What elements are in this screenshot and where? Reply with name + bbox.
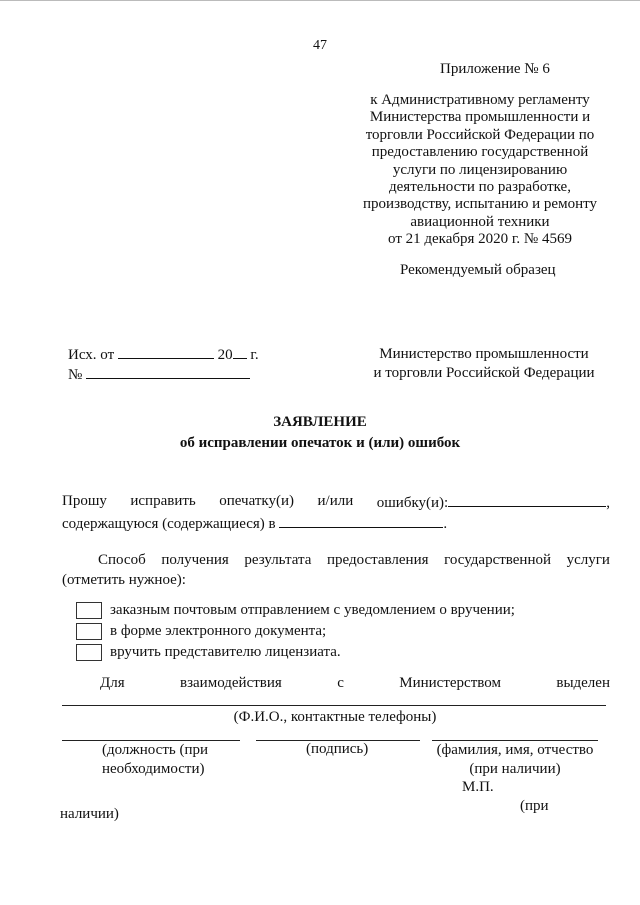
stamp-note-end: наличии) bbox=[60, 806, 119, 822]
outgoing-date-prefix: Исх. от bbox=[68, 347, 115, 363]
annex-title: Приложение № 6 bbox=[440, 61, 550, 77]
method-word: результата bbox=[244, 552, 312, 568]
date-blank[interactable] bbox=[118, 345, 214, 359]
addressee-line: Министерство промышленности bbox=[379, 346, 589, 362]
document-title: ЗАЯВЛЕНИЕ bbox=[273, 414, 367, 430]
option-checkbox[interactable] bbox=[76, 644, 102, 661]
method-word: предоставления bbox=[326, 552, 429, 568]
number-blank[interactable] bbox=[86, 365, 250, 379]
document-subtitle: об исправлении опечаток и (или) ошибок bbox=[179, 435, 461, 451]
name-label bbox=[432, 741, 598, 779]
number-prefix: № bbox=[68, 367, 83, 383]
request-comma: , bbox=[606, 495, 610, 511]
request-word: Прошу bbox=[62, 493, 107, 509]
document-blank[interactable] bbox=[279, 514, 443, 528]
page-number: 47 bbox=[313, 38, 327, 53]
regulation-line: Министерства промышленности и bbox=[369, 109, 591, 126]
fio-label: (Ф.И.О., контактные телефоны) bbox=[233, 709, 437, 725]
name-label-line: (фамилия, имя, отчество bbox=[436, 742, 594, 758]
position-label bbox=[102, 741, 208, 779]
year-suffix: г. bbox=[250, 347, 259, 363]
regulation-line: от 21 декабря 2020 г. № 4569 bbox=[388, 231, 572, 248]
outgoing-date bbox=[68, 345, 259, 364]
sample-label: Рекомендуемый образец bbox=[400, 262, 556, 278]
request-doc-label: содержащуюся (содержащиеся) в bbox=[62, 516, 276, 532]
regulation-reference bbox=[352, 92, 608, 249]
interaction-word: с bbox=[337, 675, 344, 691]
request-word: и/или bbox=[317, 493, 354, 509]
position-label-line: (должность (при bbox=[102, 742, 209, 758]
option-checkbox[interactable] bbox=[76, 602, 102, 619]
request-line bbox=[62, 493, 610, 512]
request-error-field bbox=[377, 493, 610, 512]
interaction-word: Министерством bbox=[399, 675, 501, 691]
signature-label: (подпись) bbox=[306, 741, 369, 757]
page-edge bbox=[0, 0, 640, 1]
option-checkbox[interactable] bbox=[76, 623, 102, 640]
interaction-line bbox=[100, 675, 610, 692]
regulation-line: деятельности по разработке, bbox=[389, 179, 571, 196]
regulation-line: услуги по лицензированию bbox=[392, 161, 568, 178]
method-note: (отметить нужное): bbox=[62, 572, 186, 588]
delivery-option bbox=[76, 621, 515, 642]
method-word: Способ bbox=[98, 552, 146, 568]
request-word: исправить bbox=[130, 493, 196, 509]
delivery-option bbox=[76, 600, 515, 621]
delivery-options bbox=[76, 600, 515, 663]
year-prefix: 20 bbox=[217, 347, 233, 363]
delivery-option bbox=[76, 642, 515, 663]
year-blank[interactable] bbox=[233, 345, 247, 359]
addressee bbox=[366, 345, 602, 383]
option-label: заказным почтовым отправлением с уведомлением о вручении; bbox=[110, 602, 515, 618]
interaction-word: Для bbox=[100, 675, 125, 691]
method-word: получения bbox=[161, 552, 229, 568]
method-word: услуги bbox=[566, 552, 610, 568]
request-word: ошибку(и): bbox=[376, 495, 449, 511]
method-word: государственной bbox=[444, 552, 552, 568]
name-label-line: (при наличии) bbox=[469, 761, 561, 777]
regulation-line: предоставлению государственной bbox=[371, 144, 589, 161]
outgoing-number bbox=[68, 365, 250, 384]
interaction-word: выделен bbox=[556, 675, 610, 691]
regulation-line: производству, испытанию и ремонту bbox=[363, 196, 597, 213]
option-label: в форме электронного документа; bbox=[110, 623, 327, 639]
regulation-line: к Административному регламенту bbox=[370, 92, 590, 108]
request-line-2 bbox=[62, 514, 447, 533]
request-period: . bbox=[443, 516, 448, 532]
contact-blank-line[interactable] bbox=[62, 705, 606, 706]
option-label: вручить представителю лицензиата. bbox=[110, 644, 341, 660]
request-word: опечатку(и) bbox=[219, 493, 295, 509]
method-line bbox=[62, 552, 610, 569]
regulation-line: торговли Российской Федерации по bbox=[365, 126, 595, 143]
position-label-line: необходимости) bbox=[102, 761, 205, 777]
error-blank[interactable] bbox=[448, 493, 606, 507]
stamp-place: М.П. bbox=[462, 779, 494, 795]
interaction-word: взаимодействия bbox=[180, 675, 282, 691]
stamp-note-start: (при bbox=[520, 798, 549, 814]
addressee-line: и торговли Российской Федерации bbox=[373, 365, 595, 381]
regulation-line: авиационной техники bbox=[410, 213, 550, 230]
